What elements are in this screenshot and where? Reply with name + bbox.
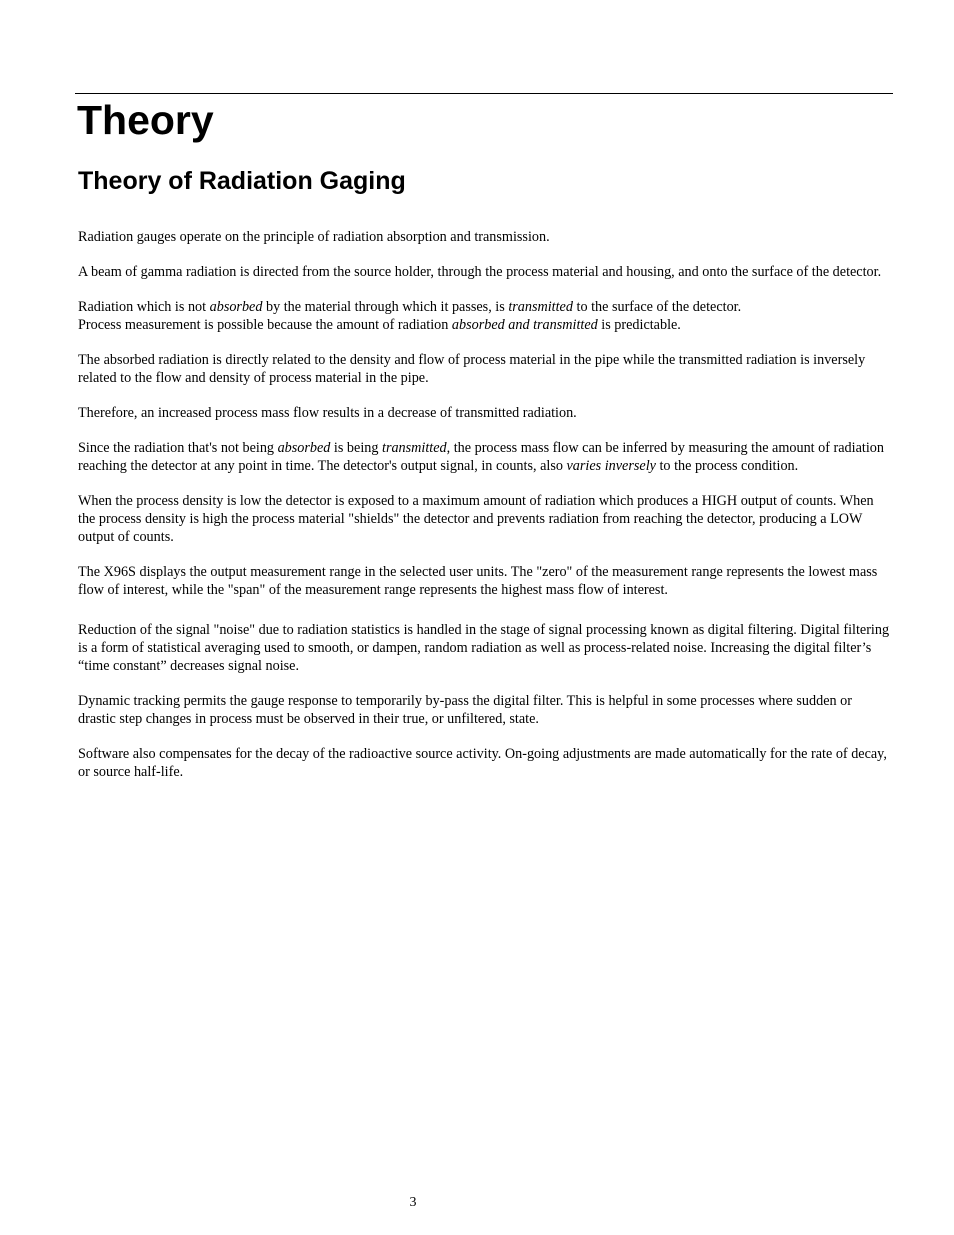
section-title: Theory of Radiation Gaging [78, 167, 406, 195]
paragraph-11: Software also compensates for the decay of the radioactive source activity. On-going adjustments are made automatically for the rate of decay, or source half-life. [78, 746, 887, 780]
header-rule [75, 93, 893, 94]
body-text [78, 228, 893, 798]
paragraph-3: Radiation which is not absorbed by the material through which it passes, is transmitted to the surface of the detector. Process measurement is possible because the amount of radiation absorbed and transmitted is predictable. [78, 299, 742, 333]
paragraph-9: Reduction of the signal "noise" due to radiation statistics is handled in the stage of signal processing known as digital filtering. Digital filtering is a form of statistical averaging used to smooth, or dampen, random radiation as well as process-related noise. Increasing the digital filter’s “time constant” decreases signal noise. [78, 622, 890, 674]
paragraph-8: The X96S displays the output measurement range in the selected user units. The "zero" of the measurement range represents the lowest mass flow of interest, while the "span" of the measurement range represents the highest mass flow of interest. [78, 564, 878, 598]
paragraph-5: Therefore, an increased process mass flow results in a decrease of transmitted radiation. [78, 405, 577, 421]
paragraph-1: Radiation gauges operate on the principle of radiation absorption and transmission. [78, 229, 550, 245]
paragraph-7: When the process density is low the detector is exposed to a maximum amount of radiation which produces a HIGH output of counts. When the process density is high the process material "shields" the detector and prevents radiation from reaching the detector, producing a LOW output of counts. [78, 493, 874, 545]
page-title: Theory [77, 97, 214, 143]
paragraph-6: Since the radiation that's not being absorbed is being transmitted, the process mass flow can be inferred by measuring the amount of radiation reaching the detector at any point in time. The detector's output signal, in counts, also varies inversely to the process condition. [78, 440, 884, 474]
paragraph-2: A beam of gamma radiation is directed from the source holder, through the process material and housing, and onto the surface of the detector. [78, 264, 882, 280]
paragraph-10: Dynamic tracking permits the gauge response to temporarily by-pass the digital filter. This is helpful in some processes where sudden or drastic step changes in process must be observed in their true, or unfiltered, state. [78, 693, 852, 727]
page-number: 3 [409, 1195, 417, 1210]
paragraph-4: The absorbed radiation is directly related to the density and flow of process material in the pipe while the transmitted radiation is inversely related to the flow and density of process material in the pipe. [78, 352, 866, 386]
